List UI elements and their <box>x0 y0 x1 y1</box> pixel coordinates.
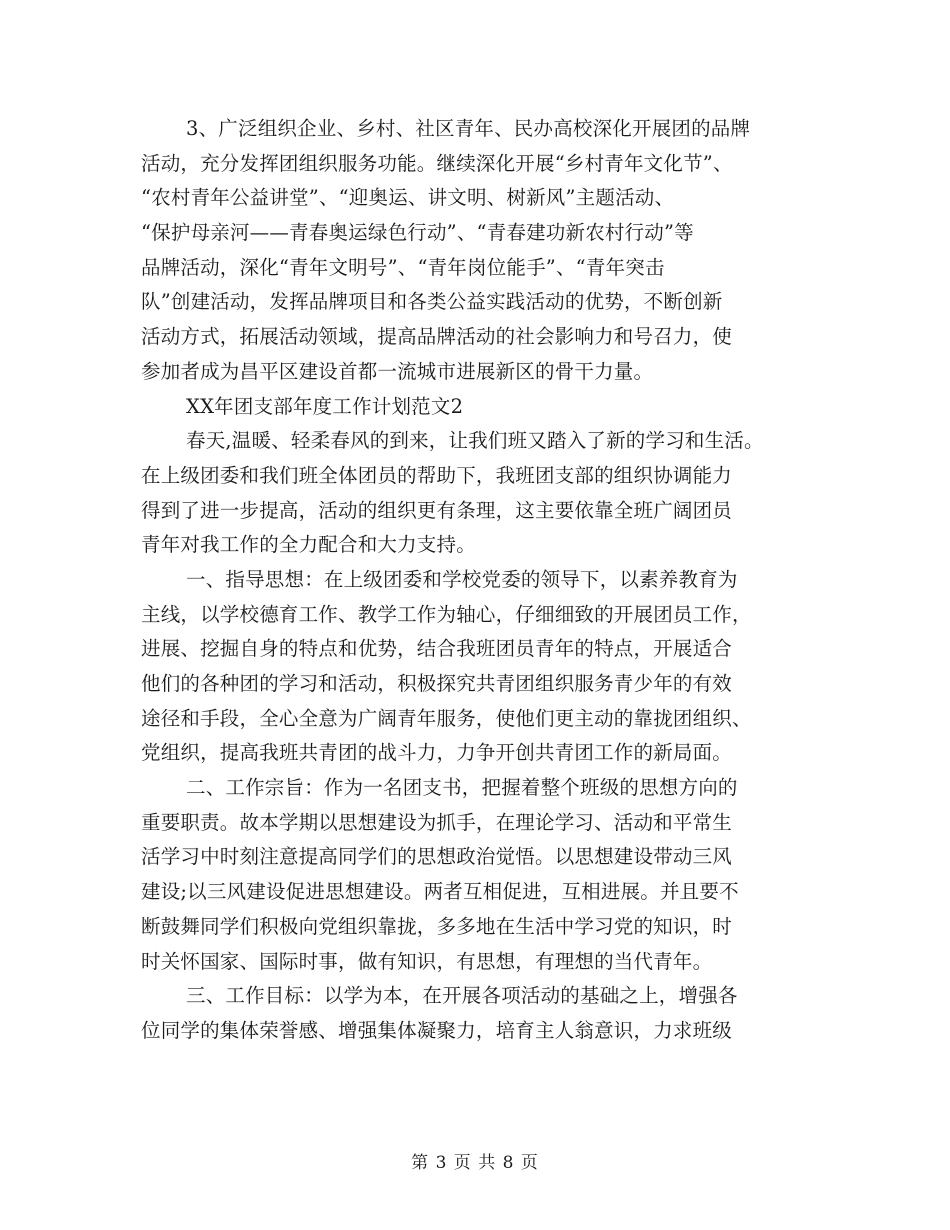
text-line: 他们的各种团的学习和活动，积极探究共青团组织服务青少年的有效 <box>141 672 733 695</box>
text-line: 二、工作宗旨：作为一名团支书，把握着整个班级的思想方向的 <box>186 776 738 800</box>
text-line: 队”创建活动，发挥品牌项目和各类公益实践活动的优势，不断创新 <box>141 290 723 314</box>
text-line: 党组织，提高我班共青团的战斗力，力争开创共青团工作的新局面。 <box>141 741 733 765</box>
text-line: 途径和手段，全心全意为广阔青年服务，使他们更主动的靠拢团组织、 <box>141 706 752 730</box>
text-line: 建设;以三风建设促进思想建设。两者互相促进，互相进展。并且要不 <box>141 880 739 904</box>
text-line: 进展、挖掘自身的特点和优势，结合我班团员青年的特点，开展适合 <box>141 637 733 661</box>
text-line: 断鼓舞同学们积极向党组织靠拢，多多地在生活中学习党的知识，时 <box>141 914 733 938</box>
text-line: 位同学的集体荣誉感、增强集体凝聚力，培育主人翁意识，力求班级 <box>141 1018 733 1042</box>
text-line: 活动，充分发挥团组织服务功能。继续深化开展“乡村青年文化节”、 <box>141 151 733 175</box>
text-line: 重要职责。故本学期以思想建设为抓手，在理论学习、活动和平常生 <box>141 810 733 834</box>
text-line: 主线，以学校德育工作、教学工作为轴心，仔细细致的开展团员工作， <box>141 602 752 626</box>
text-line: 在上级团委和我们班全体团员的帮助下，我班团支部的组织协调能力 <box>141 463 733 487</box>
text-line: 一、指导思想：在上级团委和学校党委的领导下，以素养教育为 <box>186 567 738 591</box>
text-line: 参加者成为昌平区建设首都一流城市进展新区的骨干力量。 <box>141 359 654 383</box>
text-line: 品牌活动，深化“青年文明号”、“青年岗位能手”、“青年突击 <box>141 255 665 279</box>
text-line: 青年对我工作的全力配合和大力支持。 <box>141 533 476 557</box>
document-body <box>141 112 821 1049</box>
text-line: 3、广泛组织企业、乡村、社区青年、民办高校深化开展团的品牌 <box>186 117 751 140</box>
text-line: “保护母亲河——青春奥运绿色行动”、“青春建功新农村行动”等 <box>141 221 694 245</box>
text-line: 三、工作目标：以学为本，在开展各项活动的基础之上，增强各 <box>186 984 738 1008</box>
text-line: 春天,温暖、轻柔春风的到来，让我们班又踏入了新的学习和生活。 <box>186 429 764 453</box>
text-line: 活学习中时刻注意提高同学们的思想政治觉悟。以思想建设带动三风 <box>141 845 733 869</box>
page-number-footer: 第 3 页 共 8 页 <box>411 1153 539 1173</box>
text-line: 得到了进一步提高，活动的组织更有条理，这主要依靠全班广阔团员 <box>141 498 733 522</box>
text-line: XX年团支部年度工作计划范文2 <box>186 394 464 418</box>
text-line: 时关怀国家、国际时事，做有知识，有思想，有理想的当代青年。 <box>141 949 713 973</box>
text-line: “农村青年公益讲堂”、“迎奥运、讲文明、树新风”主题活动、 <box>141 186 675 210</box>
text-line: 活动方式，拓展活动领域，提高品牌活动的社会影响力和号召力，使 <box>141 325 733 349</box>
